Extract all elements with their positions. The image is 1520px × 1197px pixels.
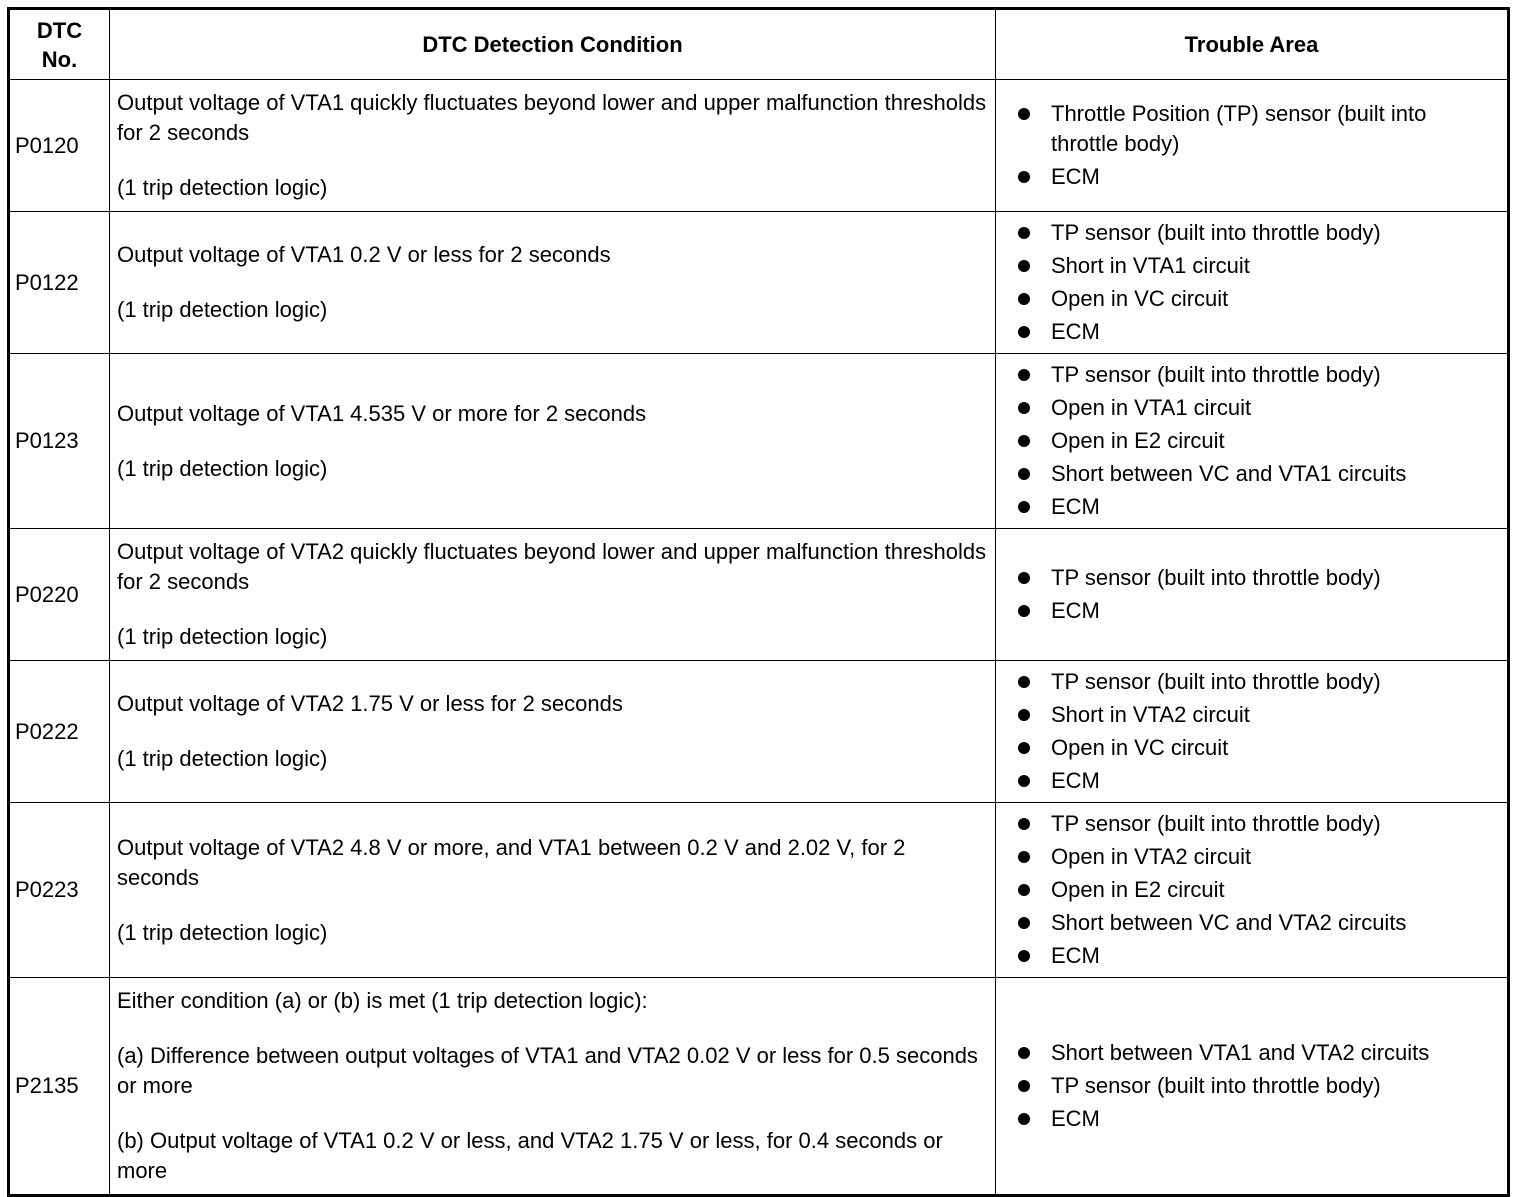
trouble-item-text: ECM [1051,319,1100,344]
dtc-code: P0223 [9,803,110,978]
list-item [1018,667,1499,697]
list-item [1018,596,1499,626]
header-dtc-no [9,9,110,80]
detection-condition [110,661,996,803]
trouble-list [1018,1038,1499,1134]
bullet-icon [1018,227,1030,239]
list-item [1018,809,1499,839]
trouble-item-text: Open in VC circuit [1051,286,1229,311]
trouble-area [996,803,1509,978]
list-item [1018,426,1499,456]
dtc-code: P0123 [9,354,110,529]
trouble-item-text: Short in VTA1 circuit [1051,253,1250,278]
bullet-icon [1018,851,1030,863]
dtc-code: P2135 [9,978,110,1196]
list-item [1018,218,1499,248]
table-row [9,803,1509,978]
trouble-item-text: TP sensor (built into throttle body) [1051,811,1381,836]
list-item [1018,908,1499,938]
trouble-area [996,80,1509,212]
table-row [9,80,1509,212]
list-item [1018,1038,1499,1068]
trouble-list [1018,360,1499,522]
bullet-icon [1018,293,1030,305]
condition-text: (1 trip detection logic) [117,175,328,200]
trouble-area [996,978,1509,1196]
trouble-item-text: TP sensor (built into throttle body) [1051,220,1381,245]
list-item [1018,492,1499,522]
trouble-area [996,212,1509,354]
condition-text: (b) Output voltage of VTA1 0.2 V or less, and VTA2 1.75 V or less, for 0.4 seconds or more [117,1128,943,1183]
detection-condition [110,803,996,978]
bullet-icon [1018,572,1030,584]
bullet-icon [1018,818,1030,830]
condition-text: (1 trip detection logic) [117,624,328,649]
table-row [9,212,1509,354]
trouble-area [996,354,1509,529]
bullet-icon [1018,108,1030,120]
trouble-item-text: TP sensor (built into throttle body) [1051,669,1381,694]
bullet-icon [1018,435,1030,447]
list-item [1018,459,1499,489]
list-item [1018,700,1499,730]
condition-text: Either condition (a) or (b) is met (1 trip detection logic): [117,988,648,1013]
bullet-icon [1018,171,1030,183]
list-item [1018,162,1499,192]
list-item [1018,360,1499,390]
detection-condition [110,80,996,212]
bullet-icon [1018,917,1030,929]
list-item [1018,251,1499,281]
condition-text: Output voltage of VTA2 4.8 V or more, and VTA1 between 0.2 V and 2.02 V, for 2 seconds [117,834,906,890]
bullet-icon [1018,468,1030,480]
trouble-item-text: Throttle Position (TP) sensor (built into throttle body) [1051,101,1427,156]
bullet-icon [1018,402,1030,414]
trouble-item-text: Short between VTA1 and VTA2 circuits [1051,1040,1430,1065]
bullet-icon [1018,1080,1030,1092]
table-row [9,661,1509,803]
trouble-item-text: Short between VC and VTA1 circuits [1051,461,1407,486]
list-item [1018,563,1499,593]
bullet-icon [1018,676,1030,688]
list-item [1018,284,1499,314]
list-item [1018,317,1499,347]
trouble-item-text: Open in VTA1 circuit [1051,395,1252,420]
trouble-area [996,661,1509,803]
condition-text: Output voltage of VTA1 quickly fluctuates beyond lower and upper malfunction thresholds for 2 seconds [117,90,987,145]
list-item [1018,393,1499,423]
condition-text: (a) Difference between output voltages of VTA1 and VTA2 0.02 V or less for 0.5 seconds or more [117,1043,978,1098]
list-item [1018,99,1499,159]
dtc-code: P0220 [9,529,110,661]
list-item [1018,941,1499,971]
trouble-item-text: TP sensor (built into throttle body) [1051,565,1381,590]
detection-condition [110,529,996,661]
trouble-item-text: ECM [1051,598,1100,623]
table-header-row [9,9,1509,80]
list-item [1018,875,1499,905]
dtc-code: P0222 [9,661,110,803]
detection-condition [110,978,996,1196]
trouble-area [996,529,1509,661]
trouble-list [1018,99,1499,192]
table-row [9,354,1509,529]
bullet-icon [1018,884,1030,896]
list-item [1018,766,1499,796]
condition-text: (1 trip detection logic) [117,297,328,322]
detection-condition [110,212,996,354]
trouble-item-text: Open in E2 circuit [1051,428,1225,453]
list-item [1018,1071,1499,1101]
bullet-icon [1018,1047,1030,1059]
trouble-item-text: Short in VTA2 circuit [1051,702,1250,727]
trouble-item-text: TP sensor (built into throttle body) [1051,362,1381,387]
bullet-icon [1018,605,1030,617]
dtc-table [7,7,1510,1197]
table-row [9,978,1509,1196]
list-item [1018,1104,1499,1134]
condition-text: (1 trip detection logic) [117,746,328,771]
condition-text: (1 trip detection logic) [117,455,328,481]
trouble-item-text: ECM [1051,943,1100,968]
condition-text: (1 trip detection logic) [117,919,328,945]
header-detection-condition: DTC Detection Condition [110,9,996,80]
trouble-item-text: TP sensor (built into throttle body) [1051,1073,1381,1098]
trouble-item-text: ECM [1051,164,1100,189]
bullet-icon [1018,775,1030,787]
trouble-item-text: ECM [1051,1106,1100,1131]
trouble-list [1018,563,1499,626]
header-dtc-line2: No. [41,46,78,72]
trouble-list [1018,218,1499,347]
bullet-icon [1018,260,1030,272]
trouble-item-text: ECM [1051,494,1100,519]
table-row [9,529,1509,661]
bullet-icon [1018,709,1030,721]
trouble-item-text: ECM [1051,768,1100,793]
header-dtc-line1: DTC [36,17,83,43]
dtc-code: P0122 [9,212,110,354]
condition-text: Output voltage of VTA2 1.75 V or less for 2 seconds [117,691,623,716]
header-trouble-area: Trouble Area [996,9,1509,80]
bullet-icon [1018,501,1030,513]
trouble-item-text: Open in VTA2 circuit [1051,844,1252,869]
list-item [1018,842,1499,872]
trouble-list [1018,809,1499,971]
bullet-icon [1018,326,1030,338]
dtc-code: P0120 [9,80,110,212]
condition-text: Output voltage of VTA1 0.2 V or less for 2 seconds [117,242,611,267]
bullet-icon [1018,369,1030,381]
trouble-item-text: Open in E2 circuit [1051,877,1225,902]
trouble-item-text: Short between VC and VTA2 circuits [1051,910,1407,935]
bullet-icon [1018,742,1030,754]
list-item [1018,733,1499,763]
detection-condition [110,354,996,529]
bullet-icon [1018,1113,1030,1125]
condition-text: Output voltage of VTA2 quickly fluctuates beyond lower and upper malfunction thresholds for 2 seconds [117,539,987,594]
trouble-item-text: Open in VC circuit [1051,735,1229,760]
trouble-list [1018,667,1499,796]
condition-text: Output voltage of VTA1 4.535 V or more for 2 seconds [117,400,647,426]
bullet-icon [1018,950,1030,962]
